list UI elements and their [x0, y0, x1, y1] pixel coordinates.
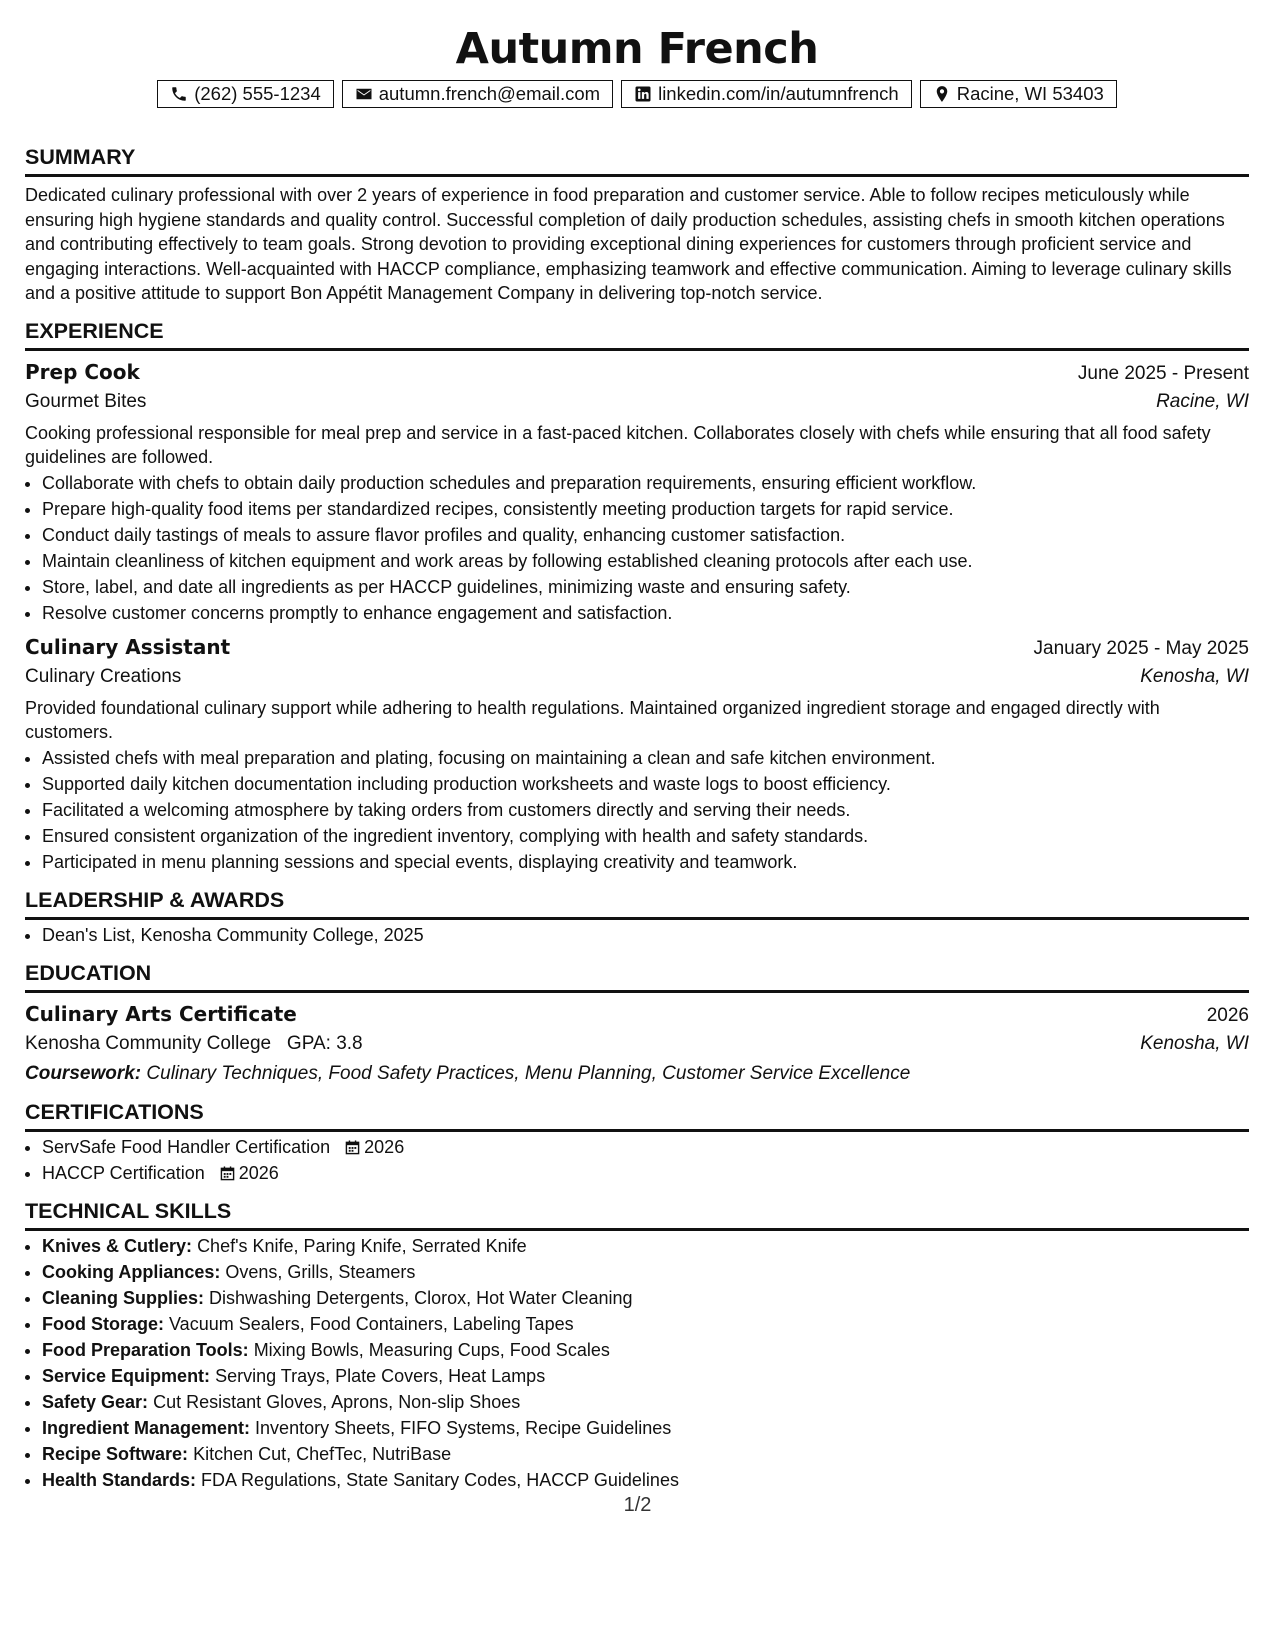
list-item: • Participated in menu planning sessions and special events, displaying creativity and teamwork.	[42, 849, 1249, 875]
job-entry-prep-cook	[25, 351, 1249, 626]
job-bullets	[25, 745, 1249, 875]
contact-bar	[25, 80, 1249, 108]
graduation-year: 2026	[1206, 1004, 1249, 1026]
school-location: Kenosha, WI	[1140, 1032, 1249, 1054]
list-item: • Assisted chefs with meal preparation and plating, focusing on maintaining a clean and safe kitchen environment.	[42, 745, 1249, 771]
linkedin-icon	[634, 85, 652, 103]
experience-heading: EXPERIENCE	[25, 318, 1249, 351]
skill-value: Chef's Knife, Paring Knife, Serrated Knife	[197, 1235, 527, 1256]
job-dates: January 2025 - May 2025	[1033, 637, 1249, 659]
page-number: 1/2	[623, 1494, 652, 1516]
company-name: Gourmet Bites	[25, 390, 147, 412]
list-item: • Collaborate with chefs to obtain daily production schedules and preparation requirements, ensuring efficient workflow.	[42, 470, 1249, 496]
list-item	[42, 1134, 1249, 1160]
list-item: • Store, label, and date all ingredients as per HACCP guidelines, minimizing waste and ensuring safety.	[42, 574, 1249, 600]
company-name: Culinary Creations	[25, 665, 182, 687]
skill-value: FDA Regulations, State Sanitary Codes, HACCP Guidelines	[201, 1469, 679, 1490]
skills-list	[25, 1233, 1249, 1493]
certification-name: ServSafe Food Handler Certification	[42, 1136, 331, 1157]
list-item: • Prepare high-quality food items per standardized recipes, consistently meeting production targets for rapid service.	[42, 496, 1249, 522]
skill-value: Ovens, Grills, Steamers	[225, 1261, 416, 1282]
coursework-line	[25, 1061, 1249, 1087]
degree-name: Culinary Arts Certificate	[25, 1001, 297, 1026]
email-chip[interactable]	[342, 80, 613, 108]
list-item: • Supported daily kitchen documentation including production worksheets and waste logs to boost efficiency.	[42, 771, 1249, 797]
certifications-heading: CERTIFICATIONS	[25, 1099, 1249, 1132]
list-item: • Facilitated a welcoming atmosphere by taking orders from customers directly and serving their needs.	[42, 797, 1249, 823]
list-item	[42, 1160, 1249, 1186]
skill-value: Serving Trays, Plate Covers, Heat Lamps	[215, 1365, 546, 1386]
skills-heading: TECHNICAL SKILLS	[25, 1198, 1249, 1231]
coursework-text: Culinary Techniques, Food Safety Practices, Menu Planning, Customer Service Excellence	[146, 1062, 911, 1084]
list-item: • Maintain cleanliness of kitchen equipment and work areas by following established cleaning protocols after each use.	[42, 548, 1249, 574]
summary-heading: SUMMARY	[25, 144, 1249, 177]
list-item: • Ensured consistent organization of the ingredient inventory, complying with health and safety standards.	[42, 823, 1249, 849]
job-bullets	[25, 470, 1249, 626]
phone-chip[interactable]	[157, 80, 334, 108]
job-title: Prep Cook	[25, 359, 140, 384]
skill-value: Dishwashing Detergents, Clorox, Hot Water Cleaning	[209, 1287, 633, 1308]
list-item	[42, 1285, 1249, 1311]
coursework-label: Coursework:	[25, 1062, 142, 1084]
certification-year: 2026	[364, 1136, 405, 1157]
skill-label: Food Preparation Tools:	[42, 1339, 249, 1360]
calendar-icon	[220, 1166, 235, 1181]
job-title: Culinary Assistant	[25, 634, 231, 659]
skill-value: Kitchen Cut, ChefTec, NutriBase	[193, 1443, 452, 1464]
certifications-list	[25, 1134, 1249, 1186]
list-item	[42, 1337, 1249, 1363]
leadership-heading: LEADERSHIP & AWARDS	[25, 887, 1249, 920]
job-dates: June 2025 - Present	[1077, 362, 1249, 384]
list-item	[42, 1363, 1249, 1389]
school-line	[25, 1031, 363, 1057]
school-name: Kenosha Community College	[25, 1032, 272, 1054]
skill-label: Food Storage:	[42, 1313, 164, 1334]
education-heading: EDUCATION	[25, 960, 1249, 993]
candidate-name: Autumn French	[455, 24, 819, 74]
linkedin-text: linkedin.com/in/autumnfrench	[658, 83, 899, 104]
certification-year: 2026	[238, 1162, 279, 1183]
list-item	[42, 1441, 1249, 1467]
skill-label: Cleaning Supplies:	[42, 1287, 205, 1308]
list-item: • Resolve customer concerns promptly to enhance engagement and satisfaction.	[42, 600, 1249, 626]
list-item: • Conduct daily tastings of meals to assure flavor profiles and quality, enhancing customer satisfaction.	[42, 522, 1249, 548]
job-entry-culinary-assistant	[25, 626, 1249, 875]
job-description: Cooking professional responsible for meal prep and service in a fast-paced kitchen. Collaborates closely with chefs while ensuring that all food safety guidelines are followed.	[25, 422, 1211, 467]
skill-label: Recipe Software:	[42, 1443, 189, 1464]
job-location: Racine, WI	[1156, 390, 1249, 412]
skill-label: Health Standards:	[42, 1469, 197, 1490]
list-item	[42, 1259, 1249, 1285]
location-chip	[920, 80, 1117, 108]
envelope-icon	[355, 85, 373, 103]
list-item	[42, 1389, 1249, 1415]
resume-page	[25, 0, 1249, 1493]
skill-value: Mixing Bowls, Measuring Cups, Food Scales	[253, 1339, 610, 1360]
list-item: • Dean's List, Kenosha Community College, 2025	[42, 922, 1249, 948]
education-entry	[25, 993, 1249, 1087]
job-description: Provided foundational culinary support while adhering to health regulations. Maintained organized ingredient storage and engaged directly with customers.	[25, 697, 1160, 742]
phone-text: (262) 555-1234	[194, 83, 321, 104]
certification-name: HACCP Certification	[42, 1162, 205, 1183]
skill-label: Safety Gear:	[42, 1391, 149, 1412]
skill-value: Vacuum Sealers, Food Containers, Labeling Tapes	[169, 1313, 574, 1334]
phone-icon	[170, 85, 188, 103]
calendar-icon	[345, 1140, 360, 1155]
skill-value: Cut Resistant Gloves, Aprons, Non-slip Shoes	[153, 1391, 521, 1412]
skill-label: Knives & Cutlery:	[42, 1235, 193, 1256]
skill-label: Cooking Appliances:	[42, 1261, 221, 1282]
skill-label: Service Equipment:	[42, 1365, 211, 1386]
skill-label: Ingredient Management:	[42, 1417, 251, 1438]
list-item	[42, 1233, 1249, 1259]
linkedin-chip[interactable]	[621, 80, 912, 108]
list-item	[42, 1467, 1249, 1493]
skill-value: Inventory Sheets, FIFO Systems, Recipe Guidelines	[255, 1417, 672, 1438]
email-text: autumn.french@email.com	[378, 83, 601, 104]
map-pin-icon	[933, 85, 951, 103]
list-item	[42, 1311, 1249, 1337]
location-text: Racine, WI 53403	[956, 83, 1104, 104]
list-item	[42, 1415, 1249, 1441]
gpa: GPA: 3.8	[286, 1032, 363, 1054]
job-location: Kenosha, WI	[1140, 665, 1249, 687]
leadership-list	[25, 922, 1249, 948]
summary-text: Dedicated culinary professional with over 2 years of experience in food preparation and customer service. Able to follow recipes meticulously while ensuring high hygiene standards and quality control. Successful completion of daily production schedules, assisting chefs in smooth kitchen operations and contributing effectively to team goals. Strong devotion to providing exceptional dining experiences for customers through proficient service and engaging interactions. Well-acquainted with HACCP compliance, emphasizing teamwork and effective communication. Aiming to leverage culinary skills and a positive attitude to support Bon Appétit Management Company in delivering top-notch service.	[25, 185, 1232, 303]
